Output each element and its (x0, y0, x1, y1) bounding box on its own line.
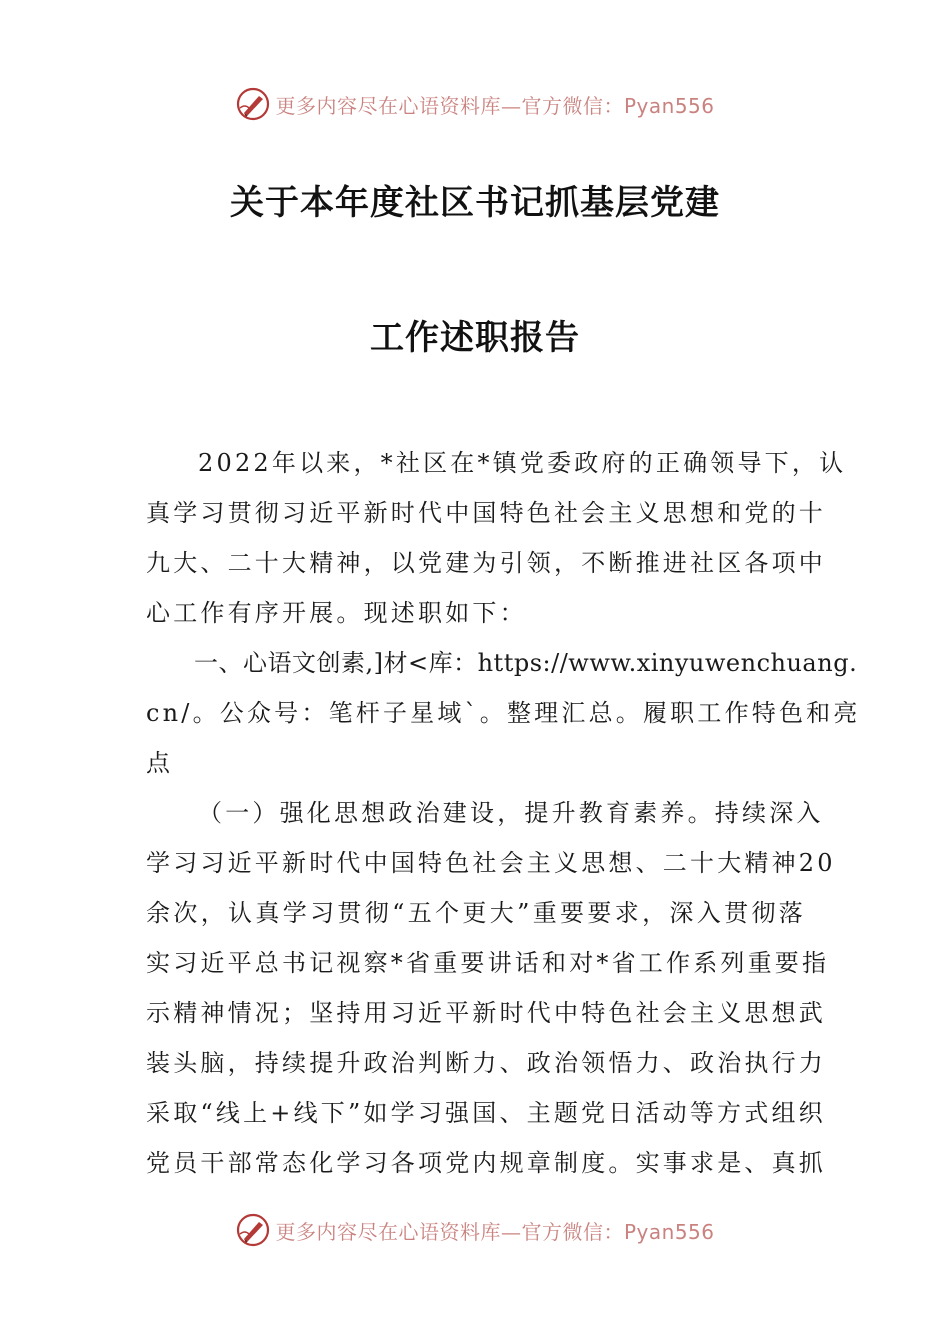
text-line: （一）强化思想政治建设，提升教育素养。持续深入 (198, 799, 824, 827)
document-title-line-1: 关于本年度社区书记抓基层党建 (230, 183, 720, 223)
watermark-text: 更多内容尽在心语资料库—官方微信：Pyan556 (275, 1219, 715, 1244)
text-line: 党员干部常态化学习各项党内规章制度。实事求是、真抓 (146, 1149, 826, 1177)
paragraph-section-1-heading (146, 638, 861, 788)
text-line: 学习习近平新时代中国特色社会主义思想、二十大精神20 (146, 849, 836, 877)
text-line: 示精神情况；坚持用习近平新时代中特色社会主义思想武 (146, 999, 826, 1027)
watermark-text: 更多内容尽在心语资料库—官方微信：Pyan556 (275, 93, 715, 118)
paragraph-subsection-1 (146, 788, 836, 1188)
text-line: 点 (146, 749, 174, 777)
document-body (146, 438, 861, 1188)
paragraph-intro (146, 438, 847, 638)
text-line: cn/。公众号：笔杆子星域`。整理汇总。履职工作特色和亮 (146, 699, 861, 727)
text-line: 一、心语文创素,]材<库：https://www.xinyuwenchuang. (194, 649, 858, 677)
text-line: 实习近平总书记视察*省重要讲话和对*省工作系列重要指 (146, 949, 830, 977)
text-line: 装头脑，持续提升政治判断力、政治领悟力、政治执行力 (146, 1049, 826, 1077)
text-line: 真学习贯彻习近平新时代中国特色社会主义思想和党的十 (146, 499, 826, 527)
pen-logo-icon (235, 1212, 271, 1248)
text-line: 2022年以来，*社区在*镇党委政府的正确领导下，认 (198, 449, 847, 477)
text-line: 九大、二十大精神，以党建为引领，不断推进社区各项中 (146, 549, 826, 577)
text-line: 采取“线上+线下”如学习强国、主题党日活动等方式组织 (146, 1099, 826, 1127)
text-line: 余次，认真学习贯彻“五个更大”重要要求，深入贯彻落 (146, 899, 806, 927)
text-line: 心工作有序开展。现述职如下： (146, 599, 527, 627)
watermark-banner-bottom (0, 1210, 950, 1250)
watermark-banner-top (0, 84, 950, 124)
document-title-line-2: 工作述职报告 (370, 318, 580, 358)
pen-logo-icon (235, 86, 271, 122)
